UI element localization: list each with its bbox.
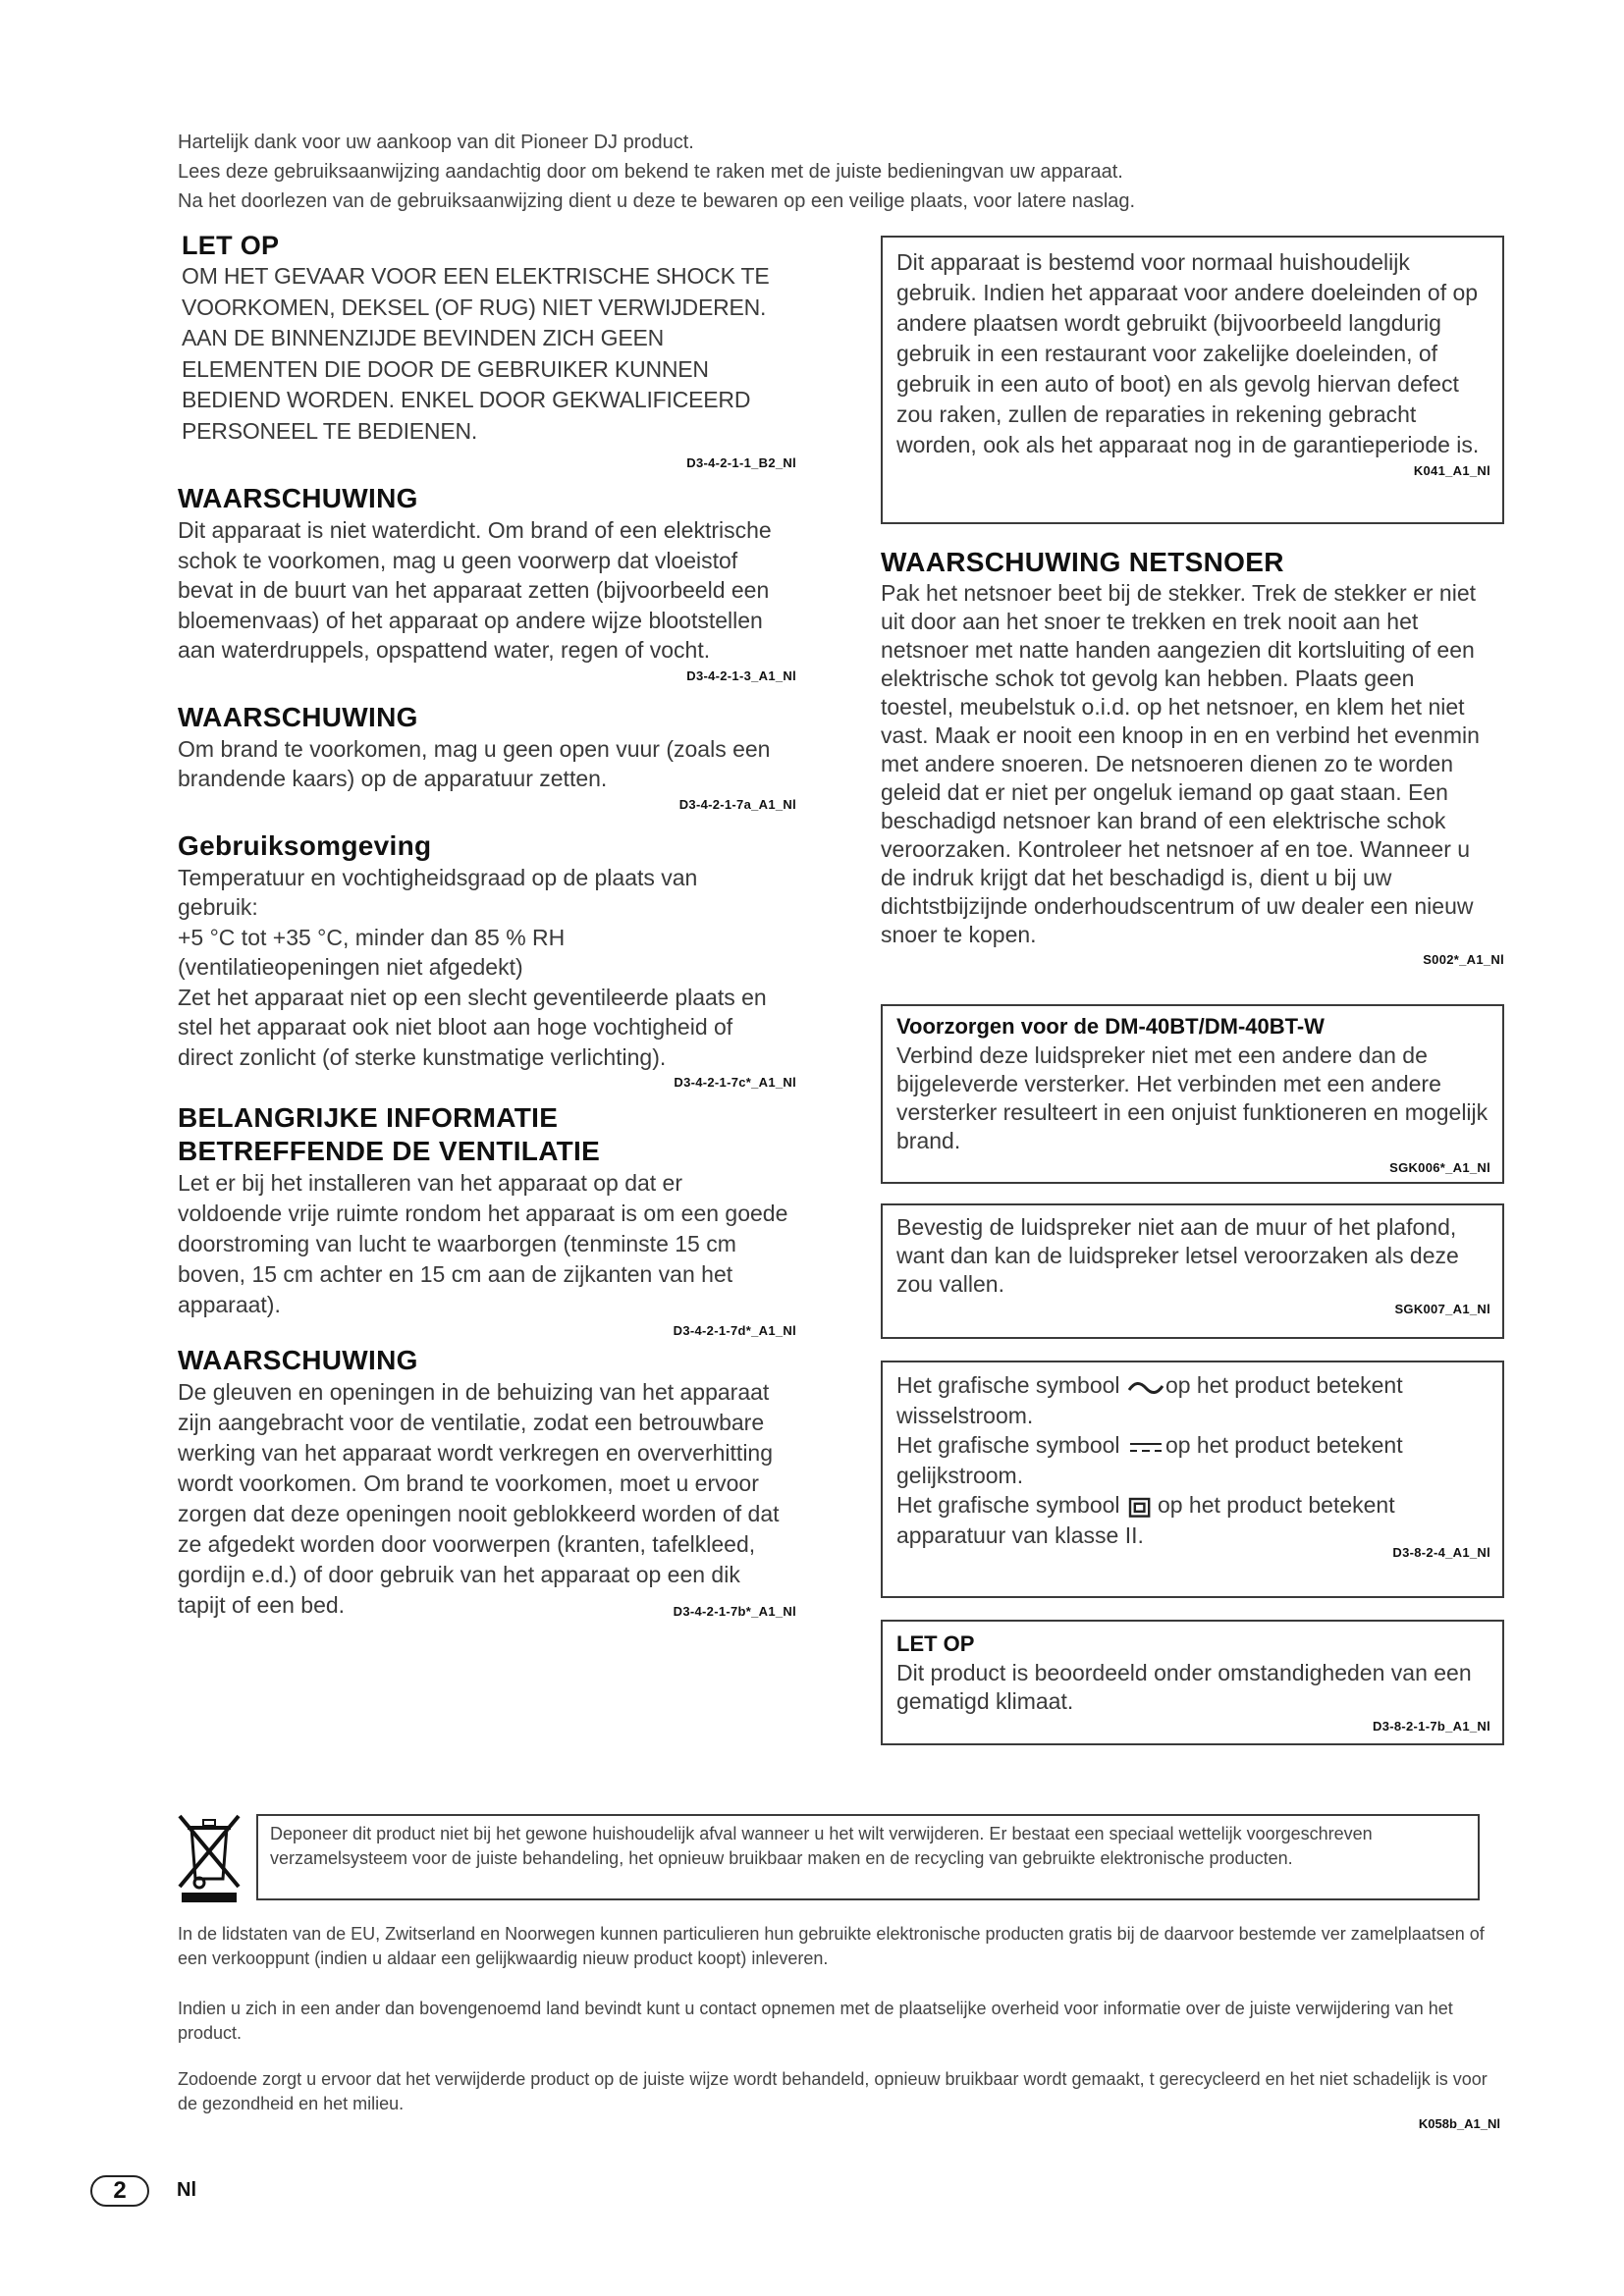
section-title: LET OP [182, 231, 280, 260]
section-title: WAARSCHUWING [178, 483, 418, 513]
section-code: D3-4-2-1-7a_A1_Nl [678, 796, 796, 812]
symbol-ac-post: op het product betekent [1164, 1372, 1403, 1398]
paragraph-text: In de lidstaten van de EU, Zwitserland en Noorwegen kunnen particulieren hun gebruikte elektronische producten gratis bij de daarvoor bestemde ver zamelplaatsen of een verkooppunt (indien u aldaar een gelijkwaardig nieuw product koopt) inleveren. [178, 1924, 1485, 1968]
disposal-paragraph-1 [178, 1922, 1498, 1971]
section-code: D3-4-2-1-7b*_A1_Nl [673, 1604, 796, 1619]
disposal-box-text: Deponeer dit product niet bij het gewone huishoudelijk afval wanneer u het wilt verwijderen. Er bestaat een speciaal wettelijk voorgeschreven verzamelsysteem voor de juiste behandeling, het opnieuw bruikbaar maken en de recycling van gebruikte elektronische producten. [256, 1814, 1480, 1900]
section-ventilation [178, 1101, 796, 1340]
box-code: D3-8-2-4_A1_Nl [1392, 1545, 1490, 1560]
box-body: Bevestig de luidspreker niet aan de muur of het plafond, want dan kan de luidspreker letsel veroorzaken als deze zou vallen. [896, 1214, 1459, 1297]
right-column [881, 236, 1504, 1745]
section-title: WAARSCHUWING [178, 701, 418, 732]
symbol-class2-pre: Het grafische symbool [896, 1492, 1120, 1518]
page-number: 2 [90, 2175, 149, 2207]
intro-line-1: Hartelijk dank voor uw aankoop van dit Pioneer DJ product. [178, 132, 694, 153]
symbol-dc-pre: Het grafische symbool [896, 1432, 1120, 1458]
symbol-dc-post: op het product betekent [1164, 1432, 1403, 1458]
symbol-dc-line [896, 1430, 1490, 1461]
section-title: WAARSCHUWING [178, 1345, 418, 1375]
section-code: D3-4-2-1-1_B2_Nl [686, 455, 796, 470]
page-language: Nl [177, 2179, 196, 2201]
section-code: S002*_A1_Nl [1423, 952, 1504, 967]
section-body-4: Zet het apparaat niet op een slecht geventileerde plaats en stel het apparaat ook niet bloot aan hoge vochtigheid of direct zonlicht (of sterke kunstmatige verlichting). [178, 984, 767, 1070]
symbol-dc-meaning: gelijkstroom. [896, 1462, 1024, 1488]
disposal-notice [178, 1814, 1505, 1904]
section-warning-openings [178, 1344, 796, 1621]
box-household [881, 236, 1504, 524]
section-body-3: (ventilatieopeningen niet afgedekt) [178, 954, 523, 980]
intro-line-3: Na het doorlezen van de gebruiksaanwijzing dient u deze te bewaren op een veilige plaats, voor latere naslag. [178, 190, 1136, 212]
disposal-paragraph-3 [178, 2067, 1498, 2116]
section-environment [178, 829, 796, 1093]
section-code: D3-4-2-1-7c*_A1_Nl [674, 1075, 796, 1090]
box-code: SGK007_A1_Nl [1394, 1302, 1490, 1316]
symbol-class2-post: op het product betekent [1157, 1492, 1395, 1518]
weee-bin-icon [178, 1814, 243, 1904]
ac-symbol-icon [1126, 1376, 1165, 1398]
section-title: BELANGRIJKE INFORMATIE BETREFFENDE DE VENTILATIE [178, 1102, 601, 1166]
section-code: D3-4-2-1-7d*_A1_Nl [673, 1323, 796, 1338]
box-code: D3-8-2-1-7b_A1_Nl [1373, 1719, 1490, 1734]
section-body: Om brand te voorkomen, mag u geen open vuur (zoals een brandende kaars) op de apparatuur zetten. [178, 735, 771, 791]
box-climate [881, 1620, 1504, 1745]
intro [178, 128, 1513, 216]
symbol-class2-line [896, 1490, 1490, 1521]
section-title: WAARSCHUWING NETSNOER [881, 547, 1284, 577]
box-body: Verbind deze luidspreker niet met een andere dan de bijgeleverde versterker. Het verbinden met een andere versterker resulteert in een onjuist funktioneren en mogelijk brand. [896, 1042, 1489, 1153]
dc-symbol-icon [1126, 1436, 1165, 1458]
box-body: Dit apparaat is bestemd voor normaal huishoudelijk gebruik. Indien het apparaat voor andere doeleinden of op andere plaatsen wordt gebruikt (bijvoorbeeld langdurig gebruik in een restaurant voor zakelijke doeleinden, of gebruik in een auto of boot) en als gevolg hiervan defect zou raken, zullen de reparaties in rekening gebracht worden, ook als het apparaat nog in de garantieperiode is. [896, 249, 1480, 457]
symbol-class2-meaning: apparatuur van klasse II. [896, 1522, 1144, 1548]
box-code: K041_A1_Nl [1413, 463, 1490, 478]
intro-line-2: Lees deze gebruiksaanwijzing aandachtig door om bekend te raken met de juiste bedieningvan uw apparaat. [178, 161, 1123, 183]
box-dm40 [881, 1004, 1504, 1184]
section-body: Dit apparaat is niet waterdicht. Om brand of een elektrische schok te voorkomen, mag u geen voorwerp dat vloeistof bevat in de buurt van het apparaat zetten (bijvoorbeeld een bloemenvaas) of het apparaat op andere wijze blootstellen aan waterdruppels, opspattend water, regen of vocht. [178, 517, 772, 663]
section-warning-water [178, 482, 796, 685]
section-body: De gleuven en openingen in de behuizing van het apparaat zijn aangebracht voor de ventilatie, zodat een betrouwbare werking van het apparaat wordt verkregen en oververhitting wordt voorkomen. Om brand te voorkomen, moet u ervoor zorgen dat deze openingen nooit geblokkeerd worden of dat ze afgedekt worden door voorwerpen (kranten, tafelkleed, gordijn e.d.) of door gebruik van het apparaat op een dik tapijt of een bed. [178, 1379, 780, 1618]
symbol-ac-line [896, 1370, 1490, 1401]
box-title: LET OP [896, 1631, 975, 1656]
symbol-ac-meaning: wisselstroom. [896, 1402, 1034, 1428]
section-power-cord [881, 546, 1504, 969]
section-body-2: +5 °C tot +35 °C, minder dan 85 % RH [178, 924, 566, 950]
disposal-paragraph-2 [178, 1997, 1498, 2046]
symbol-ac-pre: Het grafische symbool [896, 1372, 1120, 1398]
section-body: Let er bij het installeren van het apparaat op dat er voldoende vrije ruimte rondom het apparaat is om een goede doorstroming van lucht te waarborgen (tenminste 15 cm boven, 15 cm achter en 15 cm aan de zijkanten van het apparaat). [178, 1170, 788, 1317]
disposal-code: K058b_A1_Nl [1418, 2116, 1500, 2131]
section-body: Pak het netsnoer beet bij de stekker. Trek de stekker er niet uit door aan het snoer te trekken en trek nooit aan het netsnoer met natte handen aangezien dit kortsluiting of een elektrische schok tot gevolg kan hebben. Plaats geen toestel, meubelstuk o.i.d. op het netsnoer, en klem het niet vast. Maak er nooit een knoop in en en verbind het evenmin met andere snoeren. De netsnoeren dienen zo te worden geleid dat er niet per ongeluk iemand op gaat staan. Een beschadigd netsnoer kan brand of een elektrische schok veroorzaken. Kontroleer het netsnoer af en toe. Wanneer u de indruk krijgt dat het beschadigd is, dient u bij uw dichtstbijzijnde onderhoudscentrum of uw dealer een nieuw snoer te kopen. [881, 580, 1480, 947]
left-column [178, 230, 796, 1621]
box-title: Voorzorgen voor de DM-40BT/DM-40BT-W [896, 1014, 1325, 1039]
section-body-1: Temperatuur en vochtigheidsgraad op de plaats van gebruik: [178, 864, 698, 920]
class-ii-symbol-icon [1126, 1494, 1158, 1520]
section-body: OM HET GEVAAR VOOR EEN ELEKTRISCHE SHOCK TE VOORKOMEN, DEKSEL (OF RUG) NIET VERWIJDEREN. AAN DE BINNENZIJDE BEVINDEN ZICH GEEN ELEMENTEN DIE DOOR DE GEBRUIKER KUNNEN BEDIEND WORDEN. ENKEL DOOR GEKWALIFICEERD PERSONEEL TE BEDIENEN. [182, 263, 770, 444]
section-let-op [182, 230, 796, 472]
box-symbols [881, 1361, 1504, 1598]
section-warning-fire [178, 701, 796, 814]
section-code: D3-4-2-1-3_A1_Nl [686, 667, 796, 683]
box-wall [881, 1203, 1504, 1339]
box-body: Dit product is beoordeeld onder omstandigheden van een gematigd klimaat. [896, 1660, 1472, 1714]
box-code: SGK006*_A1_Nl [1389, 1160, 1490, 1175]
paragraph-text: Indien u zich in een ander dan bovengenoemd land bevindt kunt u contact opnemen met de plaatselijke overheid voor informatie over de juiste verwijdering van het product. [178, 1999, 1453, 2043]
paragraph-text: Zodoende zorgt u ervoor dat het verwijderde product op de juiste wijze wordt behandeld, opnieuw bruikbaar wordt gemaakt, t gerecycleerd en het niet schadelijk is voor de gezondheid en het milieu. [178, 2069, 1488, 2113]
section-title: Gebruiksomgeving [178, 829, 432, 861]
